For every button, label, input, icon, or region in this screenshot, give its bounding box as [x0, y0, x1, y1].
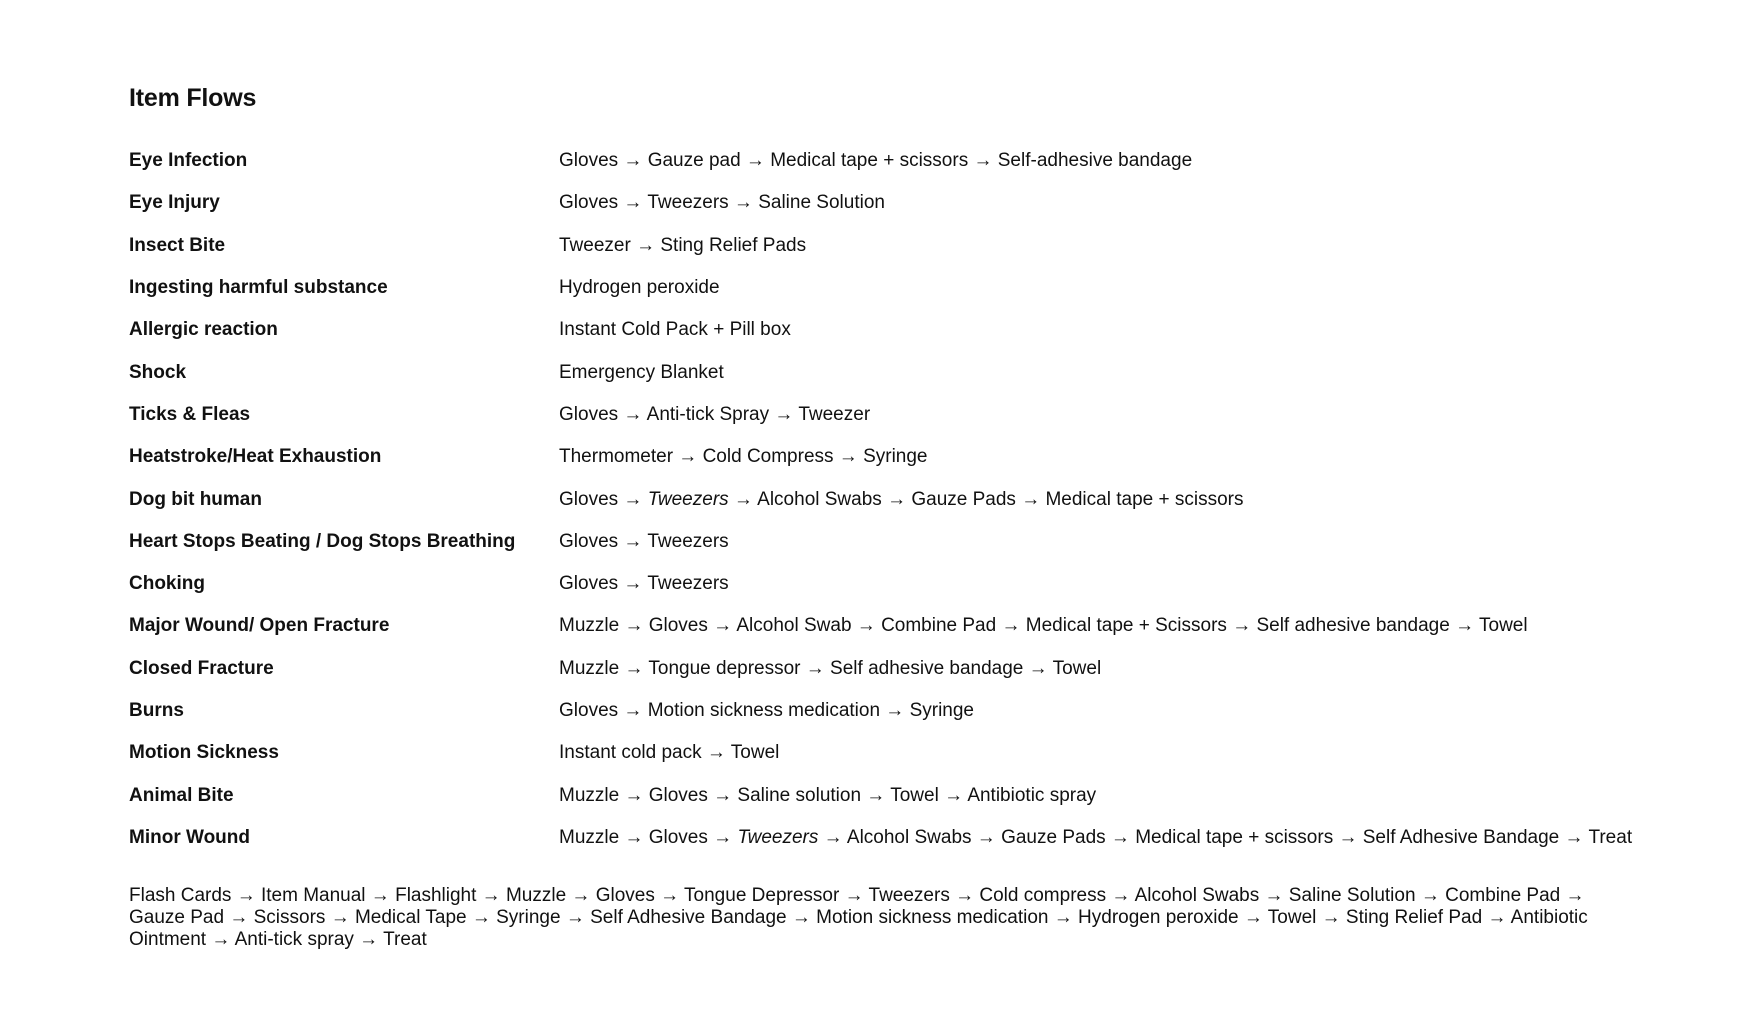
flow-row: [129, 478, 1649, 520]
flow-item-sequence: [559, 572, 729, 596]
flow-segment: Thermometer → Cold Compress → Syringe: [559, 446, 928, 468]
flow-segment: Muzzle → Tongue depressor → Self adhesive bandage → Towel: [559, 657, 1102, 679]
flow-condition-label: Minor Wound: [129, 826, 251, 848]
flow-item-sequence: [559, 276, 720, 300]
flow-row: [129, 648, 1649, 690]
flow-condition-label: Ticks & Fleas: [129, 403, 251, 425]
flow-segment: Muzzle → Gloves → Saline solution → Towel → Antibiotic spray: [559, 784, 1097, 806]
flow-segment: Gloves → Motion sickness medication → Syringe: [559, 700, 974, 721]
flow-segment: Tweezer → Sting Relief Pads: [559, 234, 807, 256]
flow-segment-italic: Tweezers: [647, 488, 729, 510]
flow-segment: Hydrogen peroxide: [559, 277, 720, 299]
flow-row: [129, 225, 1649, 267]
flow-segment: Instant Cold Pack + Pill box: [559, 319, 791, 341]
flow-segment: Muzzle → Gloves → Alcohol Swab → Combine Pad → Medical tape + Scissors → Self adhesive bandage → Towel: [559, 615, 1528, 637]
page-title: Item Flows: [129, 84, 257, 112]
flow-condition-label: Major Wound/ Open Fracture: [129, 615, 390, 637]
flow-row: [129, 690, 1649, 732]
flow-condition-label: Ingesting harmful substance: [129, 277, 388, 299]
flow-item-sequence: [559, 826, 1632, 850]
flow-condition-label: Eye Injury: [129, 192, 220, 214]
flow-row: [129, 732, 1649, 774]
flow-condition-label: Dog bit human: [129, 488, 262, 510]
flow-row: [129, 351, 1649, 393]
flow-row: [129, 309, 1649, 351]
flow-row: [129, 140, 1649, 182]
flow-item-sequence: [559, 403, 870, 427]
flow-item-sequence: [559, 318, 791, 342]
flow-condition-label: Insect Bite: [129, 234, 226, 256]
flow-segment: Emergency Blanket: [559, 361, 724, 383]
flow-item-sequence: [559, 614, 1528, 638]
flow-row: [129, 774, 1649, 816]
flow-segment: Gloves →: [559, 488, 648, 510]
flow-segment: Gloves → Anti-tick Spray → Tweezer: [559, 403, 871, 425]
flow-row: [129, 182, 1649, 224]
full-item-sequence: Flash Cards → Item Manual → Flashlight → Muzzle → Gloves → Tongue Depressor → Tweezers → Cold compress → Alcohol Swabs → Saline Solution → Combine Pad → Gauze Pad → Scissors → Medical Tape → Syringe → Self Adhesive Bandage → Motion sickness medication → Hydrogen peroxide → Towel → Sting Relief Pad → Antibiotic Ointment → Anti-tick spray → Treat: [129, 885, 1588, 951]
flow-item-sequence: [559, 191, 885, 215]
flow-item-sequence: [559, 149, 1192, 173]
flow-item-sequence: [559, 234, 806, 258]
flow-condition-label: Motion Sickness: [129, 742, 279, 764]
flow-item-sequence: [559, 657, 1101, 681]
flow-row: [129, 605, 1649, 647]
flow-segment: Gloves → Tweezers: [559, 530, 729, 552]
flow-item-sequence: [559, 699, 974, 723]
flow-segment: Instant cold pack → Towel: [559, 742, 780, 764]
flow-item-sequence: [559, 488, 1243, 512]
flow-condition-label: Heatstroke/Heat Exhaustion: [129, 446, 382, 468]
flow-condition-label: Animal Bite: [129, 784, 234, 806]
flow-segment: Gloves → Tweezers: [559, 573, 729, 595]
flow-segment-italic: Tweezers: [737, 826, 819, 848]
flow-segment: Gloves → Tweezers → Saline Solution: [559, 192, 885, 214]
flow-row: [129, 521, 1649, 563]
flow-row: [129, 563, 1649, 605]
flow-condition-label: Allergic reaction: [129, 319, 278, 341]
flow-condition-label: Choking: [129, 573, 205, 595]
item-flows-document: [129, 82, 1649, 970]
flow-condition-label: Eye Infection: [129, 150, 248, 172]
flow-segment: → Alcohol Swabs → Gauze Pads → Medical tape + scissors: [728, 488, 1244, 510]
item-flow-list: [129, 140, 1649, 859]
flow-row: [129, 394, 1649, 436]
flow-item-sequence: [559, 361, 724, 385]
flow-segment: → Alcohol Swabs → Gauze Pads → Medical tape + scissors → Self Adhesive Bandage → Treat: [818, 826, 1633, 848]
flow-row: [129, 267, 1649, 309]
flow-item-sequence: [559, 741, 779, 765]
flow-segment: Muzzle → Gloves →: [559, 826, 738, 848]
flow-item-sequence: [559, 445, 928, 469]
flow-item-sequence: [559, 530, 729, 554]
flow-condition-label: Closed Fracture: [129, 657, 274, 679]
flow-row: [129, 817, 1649, 859]
flow-condition-label: Shock: [129, 361, 187, 383]
flow-condition-label: Heart Stops Beating / Dog Stops Breathing: [129, 530, 516, 552]
flow-row: [129, 436, 1649, 478]
flow-segment: Gloves → Gauze pad → Medical tape + scissors → Self-adhesive bandage: [559, 150, 1193, 172]
flow-item-sequence: [559, 784, 1096, 808]
flow-condition-label: Burns: [129, 700, 184, 721]
